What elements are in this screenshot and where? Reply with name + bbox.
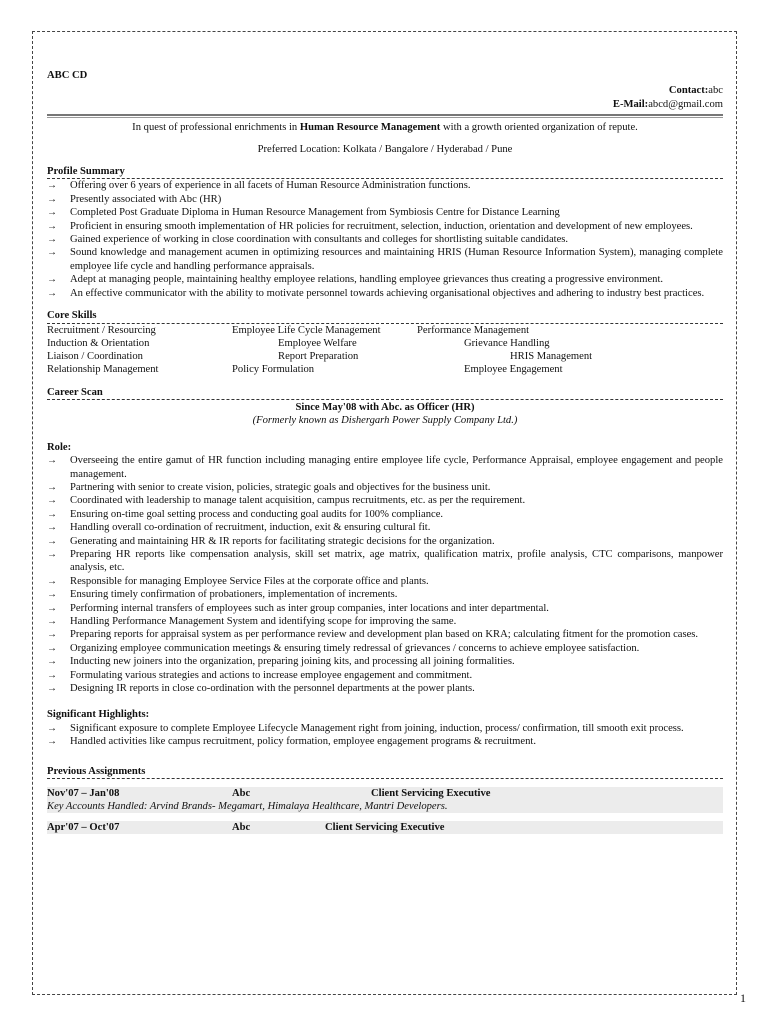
email-line — [47, 98, 723, 111]
assignment-company: Abc — [232, 788, 251, 800]
contact-block — [47, 84, 723, 111]
candidate-name: ABC CD — [47, 70, 88, 81]
contact-line — [47, 84, 723, 97]
role-item: → Preparing HR reports like compensation analysis, skill set matrix, age matrix, qualification matrix, profile analysis, CTC comparisons, manpower analysis, etc. — [47, 548, 723, 575]
objective-statement — [47, 121, 723, 134]
profile-item: → Sound knowledge and management acumen in optimizing resources and maintaining HRIS (Human Resource Information System), managing complete employee life cycle and handling performance appraisals. — [47, 246, 723, 273]
role-item: → Overseeing the entire gamut of HR function including managing entire employee life cycle, Performance Appraisal, employee engagement and people management. — [47, 454, 723, 481]
profile-item: → Adept at managing people, maintaining healthy employee relations, handling employee grievances thus creating a progressive environment. — [47, 273, 723, 286]
profile-item: → Offering over 6 years of experience in all facets of Human Resource Administration functions. — [47, 179, 723, 192]
contact-label: Contact: — [668, 85, 709, 97]
skill-item: Policy Formulation — [232, 363, 315, 375]
highlights-heading: Significant Highlights: — [47, 709, 150, 721]
assignment-role: Client Servicing Executive — [371, 788, 491, 800]
skill-item: Liaison / Coordination — [47, 350, 143, 362]
role-item: → Preparing reports for appraisal system as per performance review and development plan based on KRA; calculating fitment for the promotion cases. — [47, 628, 723, 641]
skill-item: Recruitment / Resourcing — [47, 324, 156, 336]
objective-post: with a growth oriented organization of repute. — [440, 122, 638, 134]
assignment-note: Key Accounts Handled: Arvind Brands- Megamart, Himalaya Healthcare, Mantri Developers. — [47, 800, 723, 813]
profile-item: → Presently associated with Abc (HR) — [47, 193, 723, 206]
skill-item: Employee Welfare — [278, 337, 357, 349]
skill-item: HRIS Management — [510, 350, 593, 362]
role-item: → Coordinated with leadership to manage talent acquisition, campus recruitments, etc. as per the requirement. — [47, 494, 723, 507]
role-item: → Designing IR reports in close co-ordination with the personnel departments at the power plants. — [47, 682, 723, 695]
contact-value: abc — [708, 85, 723, 97]
highlights-list — [47, 722, 723, 749]
role-item: → Generating and maintaining HR & IR reports for facilitating strategic decisions for the organization. — [47, 535, 723, 548]
skill-item: Induction & Orientation — [47, 337, 150, 349]
profile-item: → Proficient in ensuring smooth implementation of HR policies for recruitment, selection, induction, orientation and development of new employees. — [47, 220, 723, 233]
assignment-row — [47, 787, 723, 800]
profile-list — [47, 179, 723, 300]
skill-item: Report Preparation — [278, 350, 359, 362]
assignment-period: Apr'07 – Oct'07 — [47, 822, 120, 834]
role-item: → Ensuring timely confirmation of probationers, implementation of increments. — [47, 588, 723, 601]
section-heading-profile: Profile Summary — [47, 165, 723, 179]
role-item: → Organizing employee communication meetings & ensuring timely redressal of grievances / concerns to achieve employee satisfaction. — [47, 642, 723, 655]
email-value[interactable]: abcd@gmail.com — [648, 98, 723, 110]
skill-item: Relationship Management — [47, 363, 159, 375]
assignment-company: Abc — [232, 822, 251, 834]
email-label: E-Mail: — [612, 98, 649, 110]
assignment-period: Nov'07 – Jan'08 — [47, 788, 120, 800]
role-item: → Handling overall co-ordination of recruitment, induction, exit & ensuring cultural fit. — [47, 521, 723, 534]
current-position: Since May'08 with Abc. as Officer (HR) — [295, 401, 475, 413]
role-item: → Inducting new joiners into the organization, preparing joining kits, and processing all joining formalities. — [47, 655, 723, 668]
section-heading-career: Career Scan — [47, 386, 723, 400]
preferred-location: Preferred Location: Kolkata / Bangalore / Hyderabad / Pune — [257, 143, 513, 155]
role-item: → Ensuring on-time goal setting process and conducting goal audits for 100% compliance. — [47, 508, 723, 521]
assignment-role: Client Servicing Executive — [325, 822, 445, 834]
role-list — [47, 454, 723, 695]
page-number: 1 — [740, 991, 746, 1005]
profile-item: → Gained experience of working in close coordination with consultants and colleges for shortlisting suitable candidates. — [47, 233, 723, 246]
role-item: → Responsible for managing Employee Service Files at the corporate office and plants. — [47, 575, 723, 588]
profile-item: → An effective communicator with the ability to motivate personnel towards achieving organisational objectives and adhering to industry best practices. — [47, 287, 723, 300]
skills-grid — [47, 324, 723, 377]
objective-field: Human Resource Management — [299, 122, 441, 134]
assignment-row — [47, 821, 723, 834]
role-item: → Partnering with senior to create vision, policies, strategic goals and objectives for the business unit. — [47, 481, 723, 494]
highlight-item: → Significant exposure to complete Employee Lifecycle Management right from joining, induction, process/ confirmation, till smooth exit process. — [47, 722, 723, 735]
section-heading-previous: Previous Assignments — [47, 765, 723, 779]
skill-item: Grievance Handling — [464, 337, 550, 349]
skill-item: Performance Management — [417, 324, 530, 336]
role-item: → Formulating various strategies and actions to increase employee engagement and commitment. — [47, 669, 723, 682]
header-divider — [47, 114, 723, 118]
section-heading-skills: Core Skills — [47, 309, 723, 323]
profile-item: → Completed Post Graduate Diploma in Human Resource Management from Symbiosis Centre for Distance Learning — [47, 206, 723, 219]
role-item: → Performing internal transfers of employees such as inter group companies, inter locations and inter departmental. — [47, 602, 723, 615]
role-item: → Handling Performance Management System and identifying scope for improving the same. — [47, 615, 723, 628]
role-heading: Role: — [47, 441, 72, 453]
skill-item: Employee Engagement — [464, 363, 563, 375]
skill-item: Employee Life Cycle Management — [232, 324, 381, 336]
highlight-item: → Handled activities like campus recruitment, policy formation, employee engagement programs & recruitment. — [47, 735, 723, 748]
resume-content — [47, 69, 723, 834]
objective-pre: In quest of professional enrichments in — [132, 122, 300, 134]
former-company-name: (Formerly known as Dishergarh Power Supply Company Ltd.) — [252, 415, 518, 427]
